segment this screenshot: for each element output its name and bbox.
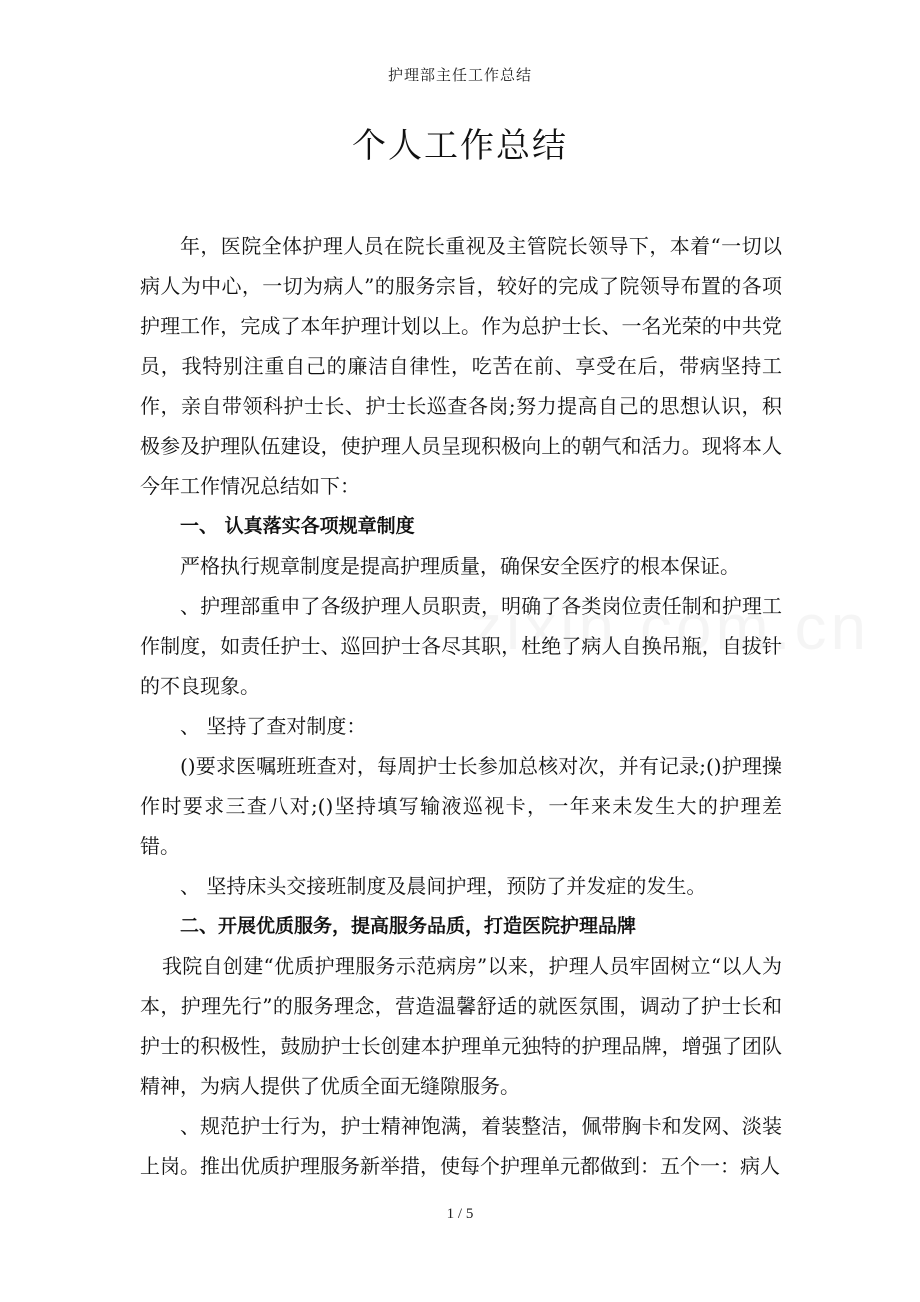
section-heading-1: 一、 认真落实各项规章制度 [180, 515, 415, 537]
section-heading-2: 二、开展优质服务，提高服务品质，打造医院护理品牌 [180, 915, 637, 937]
paragraph: 、 坚持了查对制度： [180, 714, 367, 738]
paragraph: 、规范护士行为，护士精神饱满，着装整洁，佩带胸卡和发网、淡装上岗。推出优质护理服务新举措，使每个护理单元都做到：五个一：病人 [140, 1114, 782, 1178]
paragraph: 严格执行规章制度是提高护理质量，确保安全医疗的根本保证。 [180, 554, 740, 578]
paragraph-intro: 年，医院全体护理人员在院长重视及主管院长领导下，本着“一切以病人为中心，一切为病人”的服务宗旨，较好的完成了院领导布置的各项护理工作，完成了本年护理计划以上。作为总护士长、一名光荣的中共党员，我特别注重自己的廉洁自律性，吃苦在前、享受在后，带病坚持工作，亲自带领科护士长、护士长巡查各岗;努力提高自己的思想认识，积极参及护理队伍建设，使护理人员呈现积极向上的朝气和活力。现将本人今年工作情况总结如下： [140, 234, 782, 498]
document-title: 个人工作总结 [352, 126, 568, 166]
paragraph: 我院自创建“优质护理服务示范病房”以来，护理人员牢固树立“以人为本，护理先行”的服务理念，营造温馨舒适的就医氛围，调动了护士长和护士的积极性，鼓励护士长创建本护理单元独特的护理品牌，增强了团队精神，为病人提供了优质全面无缝隙服务。 [140, 954, 782, 1098]
paragraph: ()要求医嘱班班查对，每周护士长参加总核对次，并有记录;()护理操作时要求三查八对;()坚持填写输液巡视卡，一年来未发生大的护理差错。 [140, 754, 782, 858]
paragraph: 、护理部重申了各级护理人员职责，明确了各类岗位责任制和护理工作制度，如责任护士、巡回护士各尽其职，杜绝了病人自换吊瓶，自拔针的不良现象。 [140, 594, 782, 698]
document-body [140, 226, 782, 1186]
page-number: 1 / 5 [446, 1206, 474, 1222]
paragraph: 、 坚持床头交接班制度及晨间护理，预防了并发症的发生。 [180, 874, 707, 898]
document-header: 护理部主任工作总结 [387, 66, 532, 84]
